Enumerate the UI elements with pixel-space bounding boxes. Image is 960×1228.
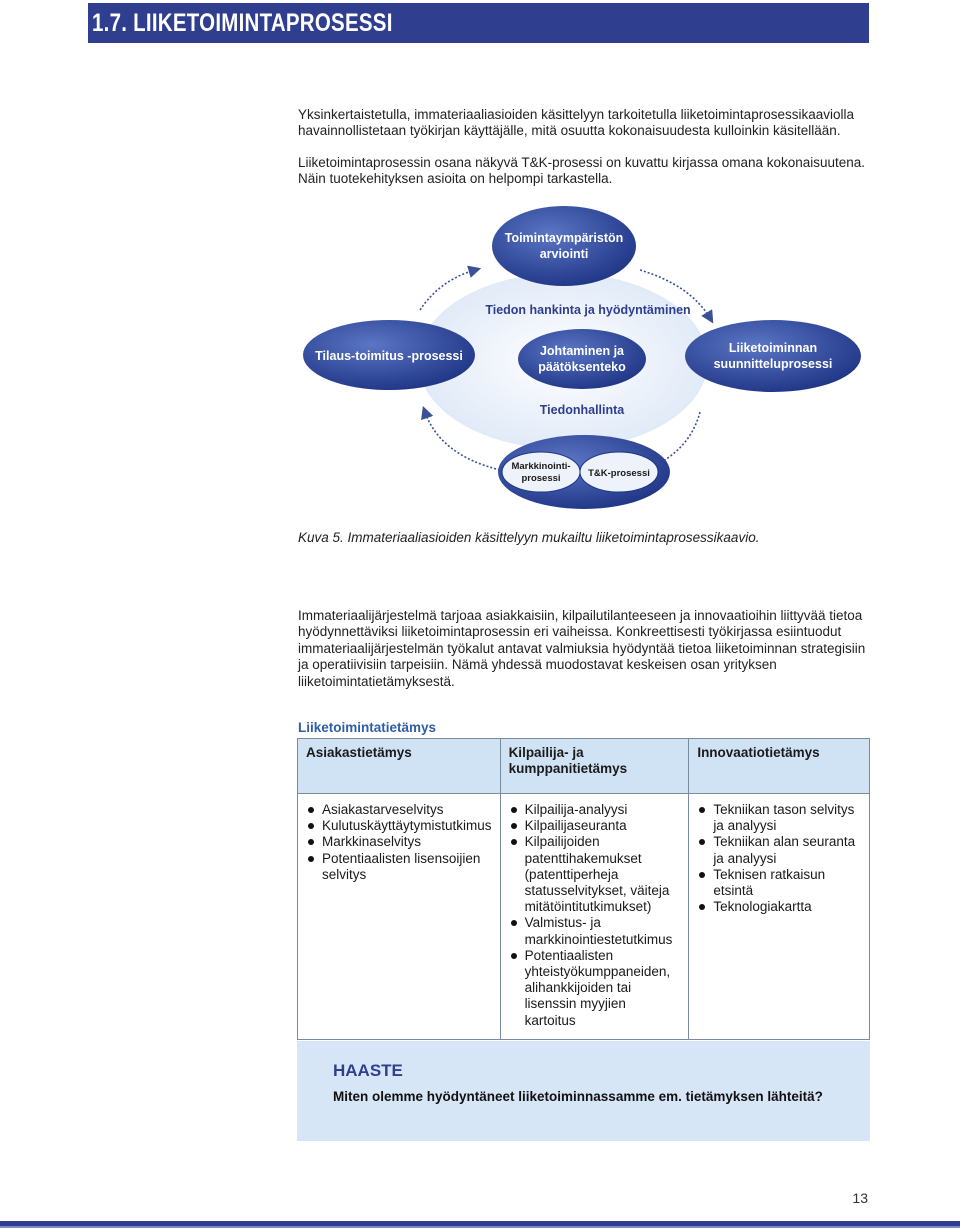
node-bottom-left	[502, 452, 580, 492]
node-center-label-2: päätöksenteko	[538, 360, 626, 374]
table-cell-competitor	[500, 794, 689, 1040]
innovation-list	[697, 802, 861, 915]
table-header-row	[298, 739, 870, 794]
node-right	[685, 320, 861, 392]
list-item: Potentiaalisten yhteistyökumppaneiden, alihankkijoiden tai lisenssin myyjien kartoitus	[525, 948, 681, 1029]
list-item: Valmistus- ja markkinointiestetutkimus	[525, 915, 681, 947]
list-item: Kilpailija-analyysi	[525, 802, 681, 818]
challenge-question: Miten olemme hyödyntäneet liiketoiminnassamme em. tietämyksen lähteitä?	[333, 1089, 823, 1104]
chapter-title: 1.7. LIIKETOIMINTAPROSESSI	[92, 9, 393, 37]
node-bottom-right-label: T&K-prosessi	[588, 468, 650, 479]
list-item: Tekniikan tason selvitys ja analyysi	[713, 802, 861, 834]
list-item: Kilpailijoiden patenttihakemukset (patenttiperheja statusselvitykset, väiteja mitätöintitutkimukset)	[525, 834, 681, 915]
list-item: Kilpailijaseuranta	[525, 818, 681, 834]
challenge-title: HAASTE	[333, 1061, 403, 1080]
node-bottom-left-label-1: Markkinointi-	[511, 461, 571, 472]
node-top	[492, 206, 636, 286]
figure-caption: Kuva 5. Immateriaaliasioiden käsittelyyn mukailtu liiketoimintaprosessikaavio.	[298, 530, 760, 545]
table-cell-innovation	[689, 794, 870, 1040]
node-left-label: Tilaus-toimitus -prosessi	[315, 349, 463, 363]
intro-paragraph-1: Yksinkertaistetulla, immateriaaliasioiden käsittelyyn tarkoitetulla liiketoimintaprosessikaaviolla havainnollistetaan työkirjan käyttäjälle, mitä osuutta kokonaisuudesta kulloinkin käsitellään.	[298, 107, 854, 139]
node-top-label-2: arviointi	[539, 247, 589, 261]
page-number: 13	[852, 1190, 868, 1206]
node-right-label-2: suunnitteluprosessi	[713, 357, 833, 371]
table-cell-customer	[298, 794, 501, 1040]
node-top-label-1: Toimintaympäristön	[504, 231, 624, 245]
list-item: Markkinaselvitys	[322, 834, 492, 850]
section-title: Liiketoimintatietämys	[298, 720, 437, 735]
challenge-box	[297, 1041, 870, 1141]
body-paragraph: Immateriaalijärjestelmä tarjoaa asiakkaisiin, kilpailutilanteeseen ja innovaatioihin liittyvää tietoa hyödynnettäviksi liiketoimintaprosessin eri vaiheissa. Konkreettisesti työkirjassa esiintuodut immateriaalijärjestelmän työkalut antavat valmiuksia hyödyntää tietoa liiketoiminnan strategisiin ja operatiivisiin tarpeisiin. Nämä yhdessä muodostavat keskeisen osan yrityksen liiketoimintatietämyksestä.	[298, 608, 866, 689]
competitor-list	[509, 802, 681, 1029]
list-item: Asiakastarveselvitys	[322, 802, 492, 818]
list-item: Tekniikan alan seuranta ja analyysi	[713, 834, 861, 866]
node-center	[518, 329, 646, 389]
node-right-label-1: Liiketoiminnan	[728, 341, 818, 355]
knowledge-table	[297, 738, 870, 1040]
list-item: Potentiaalisten lisensoijien selvitys	[322, 851, 492, 883]
header-innovation-knowledge: Innovaatiotietämys	[689, 739, 870, 794]
header-customer-knowledge: Asiakastietämys	[298, 739, 501, 794]
business-process-diagram	[0, 0, 960, 560]
intro-paragraph-2: Liiketoimintaprosessin osana näkyvä T&K-prosessi on kuvattu kirjassa omana kokonaisuutena. Näin tuotekehityksen asioita on helpompi tarkastella.	[298, 155, 866, 187]
node-bottom-left-label-2: prosessi	[521, 473, 561, 484]
header-competitor-knowledge: Kilpailija- ja kumppanitietämys	[500, 739, 689, 794]
customer-list	[306, 802, 492, 883]
arc-top-label: Tiedon hankinta ja hyödyntäminen	[485, 303, 691, 317]
node-center-label-1: Johtaminen ja	[539, 344, 625, 358]
list-item: Teknologiakartta	[713, 899, 861, 915]
list-item: Teknisen ratkaisun etsintä	[713, 867, 861, 899]
arc-bottom-label: Tiedonhallinta	[539, 403, 625, 417]
table-row	[298, 794, 870, 1040]
list-item: Kulutuskäyttäytymistutkimus	[322, 818, 492, 834]
